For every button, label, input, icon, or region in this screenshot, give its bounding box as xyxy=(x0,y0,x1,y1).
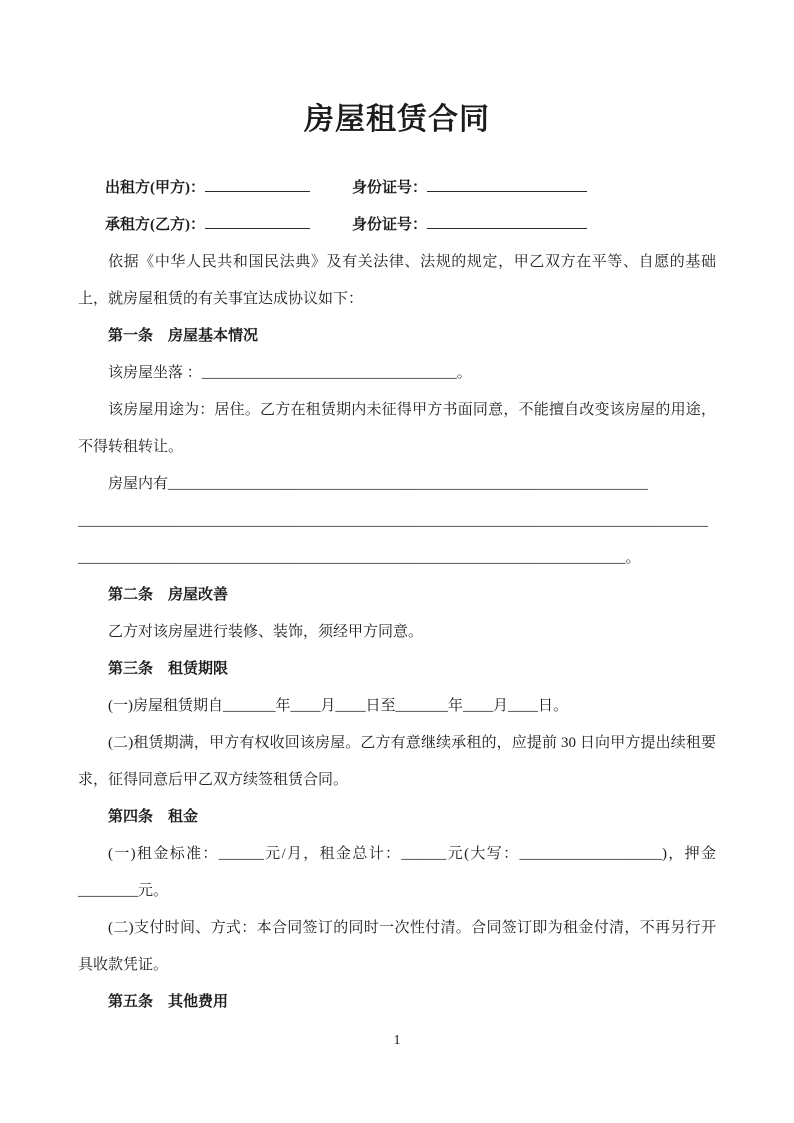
premises-location-paragraph: 该房屋坐落 ：__________________________________。 xyxy=(108,365,472,381)
lessor-name-blank xyxy=(205,190,310,192)
payment-method-paragraph: (二)支付时间、方式：本合同签订的同时一次性付清。合同签订即为租金付清，不再另行开具收款凭证。 xyxy=(78,920,716,973)
page-footer xyxy=(0,1030,794,1052)
premises-contents-line-1: 房屋内有________________________________________________________________ xyxy=(108,476,649,492)
lessor-id-label: 身份证号： xyxy=(352,180,428,196)
lessee-name-group xyxy=(105,207,352,244)
document-title: 房屋租赁合同 xyxy=(304,103,490,136)
lessee-id-label: 身份证号： xyxy=(352,217,428,233)
article-2-heading: 第二条 房屋改善 xyxy=(108,587,229,603)
intro-paragraph: 依据《中华人民共和国民法典》及有关法律、法规的规定，甲乙双方在平等、自愿的基础上，就房屋租赁的有关事宜达成协议如下： xyxy=(78,254,716,307)
rent-standard-paragraph: (一)租金标准：______元/月，租金总计：______元(大写：___________________)，押金________元。 xyxy=(78,846,716,899)
page-number: 1 xyxy=(393,1033,401,1048)
party-row-lessee xyxy=(78,207,716,244)
lessor-name-group xyxy=(105,170,352,207)
lessee-name-blank xyxy=(205,227,310,229)
article-1-heading: 第一条 房屋基本情况 xyxy=(108,328,259,344)
article-4-heading: 第四条 租金 xyxy=(108,809,199,825)
lessor-label: 出租方(甲方)： xyxy=(105,180,205,196)
lessee-label: 承租方(乙方)： xyxy=(105,217,205,233)
article-3-heading: 第三条 租赁期限 xyxy=(108,661,229,677)
article-5-heading: 第五条 其他费用 xyxy=(108,994,229,1010)
premises-contents-line-3: _________________________________________________________________________。 xyxy=(78,550,641,566)
renovation-paragraph: 乙方对该房屋进行装修、装饰，须经甲方同意。 xyxy=(108,624,424,640)
premises-use-paragraph: 该房屋用途为：居住。乙方在租赁期内未征得甲方书面同意，不能擅自改变该房屋的用途，不得转租转让。 xyxy=(78,402,716,455)
lease-term-paragraph: (一)房屋租赁期自_______年____月____日至_______年____月____日。 xyxy=(108,698,568,714)
party-row-lessor xyxy=(78,170,716,207)
premises-contents-line-2: ____________________________________________________________________________________ xyxy=(78,513,708,529)
lessee-id-blank xyxy=(427,227,587,229)
renewal-paragraph: (二)租赁期满，甲方有权收回该房屋。乙方有意继续承租的，应提前 30 日向甲方提出续租要求，征得同意后甲乙双方续签租赁合同。 xyxy=(78,735,716,788)
lessor-id-blank xyxy=(427,190,587,192)
